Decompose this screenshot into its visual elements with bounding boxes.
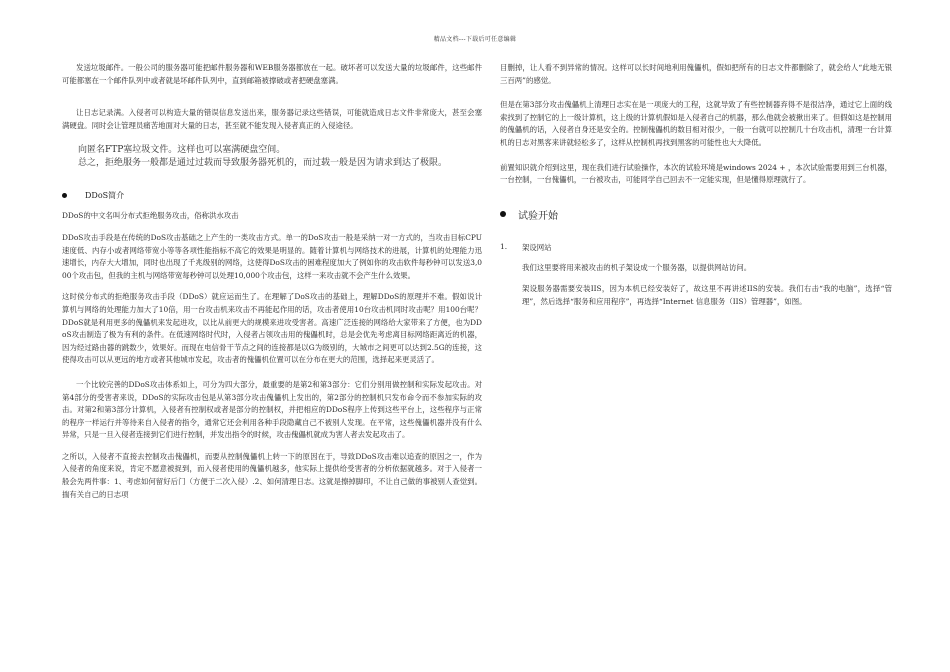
paragraph-ddos-trace: 之所以，入侵者不直接去控制攻击傀儡机，而要从控制傀儡机上转一下的原因在于，导致DDoS攻击难以追查的原因之一，作为入侵者的角度来说，肯定不愿意被捉到，而入侵者使用的傀儡机越多，他实际上提供给受害者的分析依据就越多。对于入侵者一般会先两件事：1、考虑如何留好后门（方便于二次入侵）.2、如何清理日志。这就是擦掉脚印，不让自己做的事被别人查觉到。揣有关自己的日志项 [62,451,482,499]
right-column [500,62,892,309]
heading-text: DDoS简介 [85,191,125,201]
paragraph-server: 我们这里要将用来被攻击的机子架设成一个服务器，以提供网站访问。 [522,262,752,272]
left-column [62,62,482,501]
paragraph-environment: 前置知识就介绍到这里，现在我们进行试验操作，本次的试验环境是windows 2024 + ，本次试验需要用到三台机器，一台控制，一台傀儡机，一台被攻击，可能同学自己回去不一定能实现，但是懂得原理就行了。 [500,162,892,185]
paragraph-ddos-intro: DDoS攻击手段是在传统的DoS攻击基础之上产生的一类攻击方式。单一的DoS攻击一般是采纳一对一方式的，当攻击目标CPU速度低、内存小或者网络带宽小等等各项性能指标不高它的效果是明显的。随着计算机与网络技术的进展，计算机的处理能力迅速增长，内存大大增加，同时也出现了千兆级别的网络，这使得DoS攻击的困难程度加大了例如你的攻击软件每秒钟可以发送3,000个攻击包，但我的主机与网络带宽每秒钟可以处理10,000个攻击包，这样一来攻击就不会产生什么效果。 [62,232,482,280]
heading-text: 试验开始 [518,210,558,222]
section-heading-experiment [500,207,892,222]
ftp-block [62,144,482,170]
paragraph-iis: 架设服务器需要安装IIS，因为本机已经安装好了，故这里不再讲述IIS的安装。我们右击“我的电脑”，选择“管理”，然后选择“服务和应用程序”，再选择“Internet 信息服务（IIS）管理器”，如图。 [522,284,892,306]
paragraph-ddos-name: DDoS的中文名叫分布式拒绝服务攻击，俗称洪水攻击 [62,211,239,221]
step-title: 架设网站 [522,242,552,252]
paragraph-spam: 发送垃圾邮件。一般公司的服务器可能把邮件服务器和WEB服务器都放在一起。破坏者可以发送大量的垃圾邮件，这些邮件可能都塞在一个邮件队列中或者就是坏邮件队列中，直到邮箱被撑破或者把硬盘塞满。 [62,63,482,85]
paragraph-logs: 让日志记录满。入侵者可以构造大量的错误信息发送出来，服务器记录这些错误，可能就造成日志文件非常庞大，甚至会塞满硬盘。同时会让管理员痛苦地面对大量的日志，甚至就不能发现入侵者真正的入侵途径。 [62,108,482,130]
paragraph-cleanup: 但是在第3部分攻击傀儡机上清理日志实在是一项庞大的工程，这就导致了有些控制器弃得不是很洁净，通过它上面的线索找到了控制它的上一级计算机，这上级的计算机假如是入侵者自己的机器，那么他就会被揪出来了。但假如这是控制用的傀儡机的话，入侵者自身还是安全的。控制傀儡机的数目相对很少，一般一台就可以控制几十台攻击机，清理一台计算机的日志对黑客来讲就轻松多了，这样从控制机再找到黑客的可能性也大大降低。 [500,100,892,147]
paragraph-ftp: 向匿名FTP塞垃圾文件。这样也可以塞满硬盘空间。 [78,145,286,156]
paragraph-summary: 总之，拒绝服务一般都是通过过载而导致服务器死机的，而过载一般是因为请求到达了极限。 [78,158,448,169]
page-header: 精品文档---下载后可任意编辑 [433,36,517,43]
bullet-icon [62,193,67,198]
paragraph-ddos-system: 一个比较完善的DDoS攻击体系如上，可分为四大部分，最重要的是第2和第3部分：它们分别用做控制和实际发起攻击。对第4部分的受害者来说，DDoS的实际攻击包是从第3部分攻击傀儡机上发出的，第2部分的控制机只发布命令而不参加实际的攻击。对第2和第3部分计算机，入侵者有控制权或者是部分的控制权，并把相应的DDoS程序上传到这些平台上，这些程序与正常的程序一样运行并等待来自入侵者的指令，通常它还会利用各种手段隐藏自己不被别人发现。在平常，这些傀儡机器并没有什么异常，只是一旦入侵者连接到它们进行控制，并发出指令的时候，攻击傀儡机就成为害人者去发起攻击了。 [62,379,482,440]
paragraph-ddos-rise: 这时侯分布式的拒绝服务攻击手段（DDoS）就应运而生了。在理解了DoS攻击的基础上，理解DDoS的原理并不难。假如说计算机与网络的处理能力加大了10倍，用一台攻击机来攻击不再能起作用的话，攻击者使用10台攻击机同时攻击呢？用100台呢？DDoS就是利用更多的傀儡机来发起进攻，以比从前更大的规模来进攻受害者。高速广泛连接的网络给大家带来了方便，也为DDoS攻击制造了极为有利的条件。在低速网络时代时，入侵者占领攻击用的傀儡机时，总是会优先考虑离目标网络距离近的机器，因为经过路由器的跳数少，效果好。而现在电信骨干节点之间的连接都是以G为级别的，大城市之间更可以达到2.5G的连接，这使得攻击可以从更远的地方或者其他城市发起，攻击者的傀儡机位置可以在分布在更大的范围，选择起来更灵活了。 [62,292,482,365]
bullet-icon [500,211,506,217]
step-number: 1. [500,241,508,251]
section-heading-ddos [62,190,482,201]
paragraph-logs-cont: 目删掉，让人看不到异常的情况。这样可以长时间地利用傀儡机，假如把所有的日志文件都删除了，就会给人“此地无银三百两”的感觉。 [500,63,892,85]
step-heading [500,242,892,253]
